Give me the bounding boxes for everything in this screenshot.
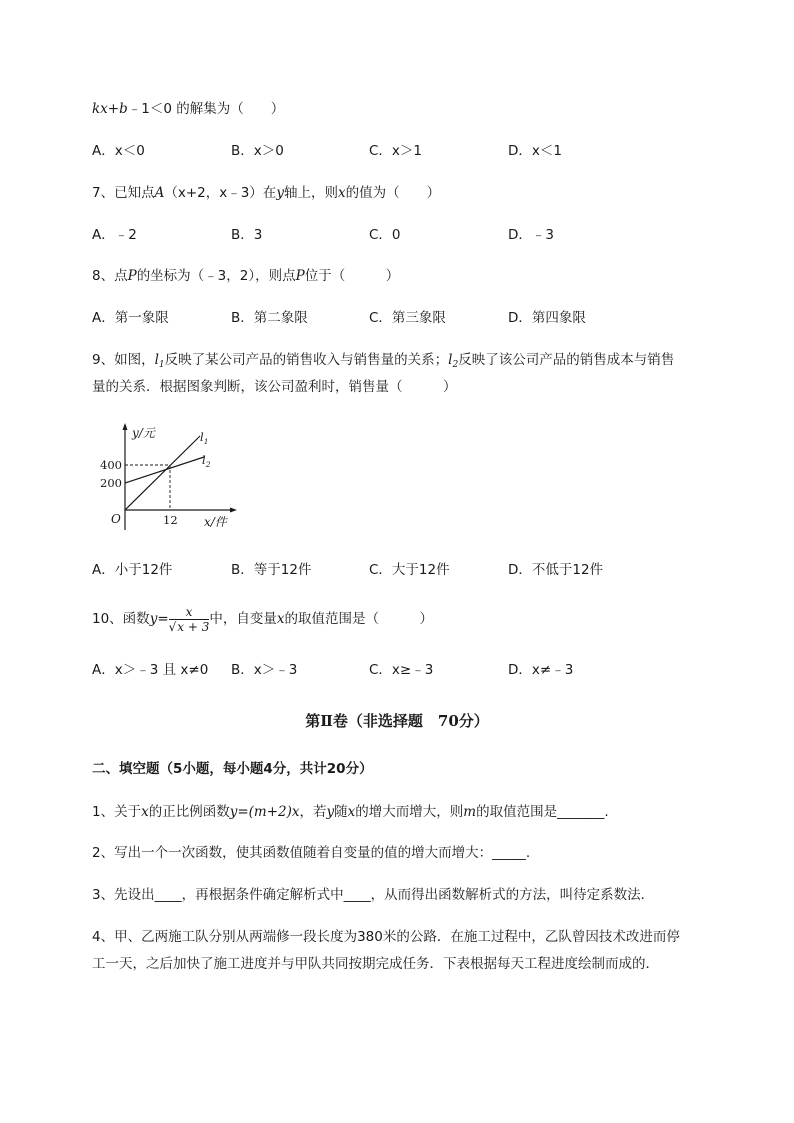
q7-option-d: D．﹣3 — [508, 227, 554, 243]
q7-text-g: 的值为（ ） — [345, 185, 441, 201]
l1-label — [200, 430, 208, 446]
fill-q2: 2、写出一个一次函数，使其函数值随着自变量的值的增大而增大：_____. — [92, 845, 531, 861]
f1-m: m — [463, 804, 477, 820]
q10-denominator: √x + 3 — [168, 619, 210, 634]
q8-option-a: A．第一象限 — [92, 310, 169, 326]
f1-x2: x — [347, 804, 356, 820]
q8-p1: P — [127, 268, 137, 284]
q10-radicand: x + 3 — [177, 619, 210, 634]
q10-eq: = — [157, 611, 169, 627]
q10-text-b: 中，自变量 — [209, 611, 277, 627]
f1-a: 1、关于 — [92, 804, 142, 820]
q10-option-c: C．x≥﹣3 — [369, 662, 434, 678]
q6-option-a: A．x＜0 — [92, 143, 145, 159]
line-l1 — [125, 436, 200, 510]
x-axis-arrow — [230, 508, 237, 513]
q8-option-c: C．第三象限 — [369, 310, 446, 326]
q9-option-c: C．大于12件 — [369, 562, 450, 578]
section2-title: 第Ⅱ卷（非选择题 70分） — [305, 712, 489, 730]
f1-x1: x — [141, 804, 149, 820]
q9-text-c: 反映了该公司产品的销售成本与销售 — [458, 352, 675, 368]
q8-option-b: B．第二象限 — [231, 310, 308, 326]
q9-stem-line1 — [92, 350, 674, 375]
q10-x: x — [276, 611, 285, 627]
f1-e: 的增大而增大，则 — [355, 804, 464, 820]
q8-stem — [92, 266, 399, 286]
q8-text-e: 位于（ ） — [304, 268, 400, 284]
line-l2 — [125, 457, 204, 483]
q7-option-c: C．0 — [369, 227, 401, 243]
q10-y: y — [149, 611, 158, 627]
q8-option-d: D．第四象限 — [508, 310, 586, 326]
fill-q4-line1: 4、甲、乙两施工队分别从两端修一段长度为380米的公路．在施工过程中，乙队曾因技术改进而停 — [92, 929, 680, 945]
q9-stem-line2: 量的关系．根据图象判断，该公司盈利时，销售量（ ） — [92, 379, 457, 395]
q6-option-d: D．x＜1 — [508, 143, 562, 159]
l1-label-sub: 1 — [203, 437, 209, 446]
f1-f: 的取值范围是_______. — [476, 804, 609, 820]
q7-text-e: 轴上，则 — [283, 185, 338, 201]
q10-text-a: 10、函数 — [92, 611, 150, 627]
f1-c: ，若 — [299, 804, 327, 820]
q7-stem — [92, 183, 440, 203]
q9-text-b: 反映了某公司产品的销售收入与销售量的关系； — [164, 352, 449, 368]
q8-p2: P — [295, 268, 305, 284]
l2-label-sub: 2 — [205, 460, 211, 469]
q10-numerator: x — [169, 605, 210, 620]
q10-option-d: D．x≠﹣3 — [508, 662, 574, 678]
q9-l1: l — [154, 352, 159, 368]
f1-y: y — [326, 804, 335, 820]
y-axis-label: y/元 — [132, 426, 155, 440]
tick-12: 12 — [163, 513, 178, 527]
l1-label-main: l — [200, 430, 204, 444]
q7-point: A — [154, 185, 165, 201]
fill-q1 — [92, 802, 609, 822]
q8-text-c: 的坐标为（﹣3，2），则点 — [136, 268, 296, 284]
q9-option-a: A．小于12件 — [92, 562, 173, 578]
y-axis-arrow — [123, 423, 128, 430]
f1-d: 随 — [334, 804, 348, 820]
fill-q4-line2: 工一天，之后加快了施工进度并与甲队共同按期完成任务．下表根据每天工程进度绘制而成的． — [92, 956, 659, 972]
q6-option-b: B．x＞0 — [231, 143, 284, 159]
q7-option-b: B．3 — [231, 227, 263, 243]
q10-text-c: 的取值范围是（ ） — [284, 611, 434, 627]
q9-option-d: D．不低于12件 — [508, 562, 604, 578]
q9-l2-sub: 2 — [452, 360, 459, 370]
fill-blank-header: 二、填空题（5小题，每小题4分，共计20分） — [92, 761, 373, 777]
q6-stem — [92, 99, 284, 119]
q6-option-c: C．x＞1 — [369, 143, 423, 159]
q7-x: x — [337, 185, 346, 201]
q8-text-a: 8、点 — [92, 268, 128, 284]
q9-l2: l — [448, 352, 453, 368]
q9-l1-sub: 1 — [158, 360, 165, 370]
tick-200: 200 — [100, 476, 122, 490]
q7-option-a: A．﹣2 — [92, 227, 137, 243]
q10-fraction — [169, 605, 210, 634]
l2-label-main: l — [202, 453, 206, 467]
tick-400: 400 — [100, 458, 122, 472]
q7-text-c: （x+2，x﹣3）在 — [164, 185, 277, 201]
f1-b: 的正比例函数 — [148, 804, 230, 820]
q10-option-b: B．x＞﹣3 — [231, 662, 298, 678]
q9-option-b: B．等于12件 — [231, 562, 312, 578]
l2-label — [202, 453, 211, 469]
q9-text-a: 9、如图， — [92, 352, 155, 368]
f1-func: y=(m+2)x — [229, 804, 300, 820]
origin-label: O — [111, 512, 121, 526]
q7-y: y — [276, 185, 284, 201]
q10-stem — [92, 603, 433, 635]
q7-text-a: 7、已知点 — [92, 185, 155, 201]
fill-q3: 3、先设出____，再根据条件确定解析式中____，从而得出函数解析式的方法，叫待定系数法． — [92, 887, 655, 903]
q6-expr: kx+b — [92, 101, 128, 117]
x-axis-label: x/件 — [204, 515, 227, 529]
q10-option-a: A．x＞﹣3 且 x≠0 — [92, 662, 209, 678]
q6-stem-text: ﹣1＜0 的解集为（ ） — [127, 101, 285, 117]
q9-graph — [96, 420, 256, 535]
